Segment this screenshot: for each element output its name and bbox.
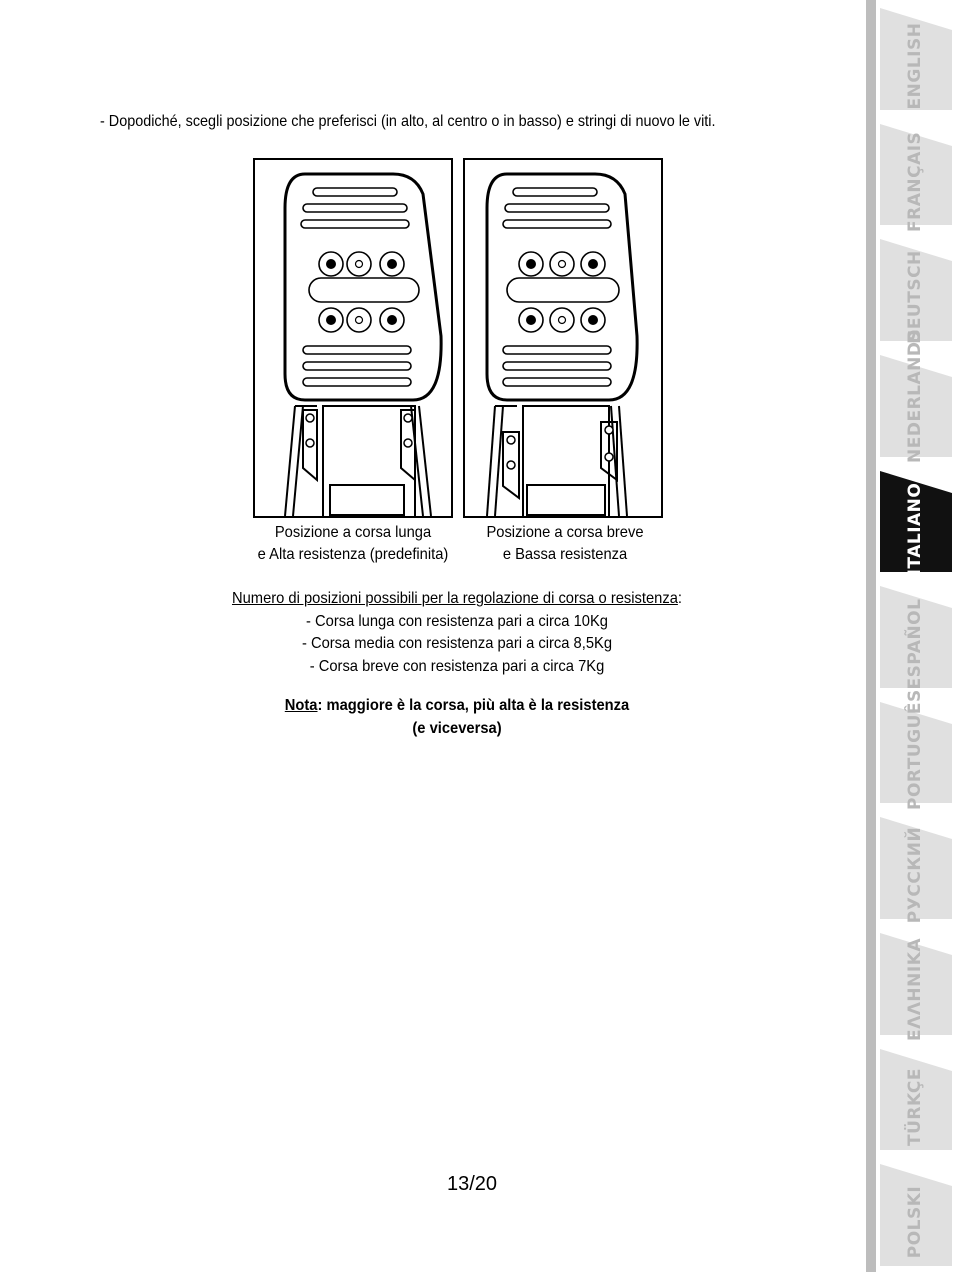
language-tab-español[interactable]: ESPAÑOL [905,598,925,690]
language-tab-français[interactable]: FRANÇAIS [905,131,925,232]
language-tab-deutsch[interactable]: DEUTSCH [905,250,925,344]
language-tab-polski[interactable]: POLSKI [905,1185,925,1259]
position-item: - Corsa breve con resistenza pari a circa 7Kg [309,657,605,675]
caption-short-travel [459,522,671,566]
page-number: 13/20 [446,1173,498,1195]
position-item: - Corsa media con resistenza pari a circa 8,5Kg [301,635,613,652]
pedal-short-travel-drawing [465,160,661,516]
pedal-illustration-short-travel [463,158,663,518]
positions-heading-text: Numero di posizioni possibili per la regolazione di corsa o resistenza [231,590,678,607]
pedal-long-travel-drawing [255,160,451,516]
language-tab-português[interactable]: PORTUGUÊS [905,688,925,810]
note-text: : maggiore è la corsa, più alta è la resistenza [317,697,630,714]
language-tab-ελληνικα[interactable]: ΕΛΛΗΝΙΚΑ [905,937,925,1041]
caption-long-travel-line1: Posizione a corsa lunga [274,524,432,541]
caption-short-travel-line2: e Bassa resistenza [502,546,628,563]
caption-long-travel [243,522,464,566]
positions-section [175,588,740,678]
language-tab-italiano[interactable]: ITALIANO [905,482,925,575]
positions-heading: Numero di posizioni possibili per la regolazione di corsa o resistenza: [231,590,682,607]
caption-long-travel-line2: e Alta resistenza (predefinita) [257,546,449,563]
language-tab-english[interactable]: ENGLISH [905,22,925,110]
intro-instruction: - Dopodiché, scegli posizione che preferisci (in alto, al centro o in basso) e stringi di nuovo le viti. [100,113,716,130]
pedal-illustration-long-travel [253,158,453,518]
language-tab-nederlands[interactable]: NEDERLANDS [905,328,925,463]
note-label: Nota [284,697,318,714]
language-tabs [866,0,954,1272]
note-section [175,695,740,740]
language-tab-русский[interactable]: РУССКИЙ [905,826,925,924]
note-line2: (e viceversa) [412,719,502,737]
note-line1 [175,695,740,718]
language-tab-türkçe[interactable]: TÜRKÇE [905,1067,925,1146]
caption-short-travel-line1: Posizione a corsa breve [486,524,644,541]
position-item: - Corsa lunga con resistenza pari a circa 10Kg [306,612,608,630]
